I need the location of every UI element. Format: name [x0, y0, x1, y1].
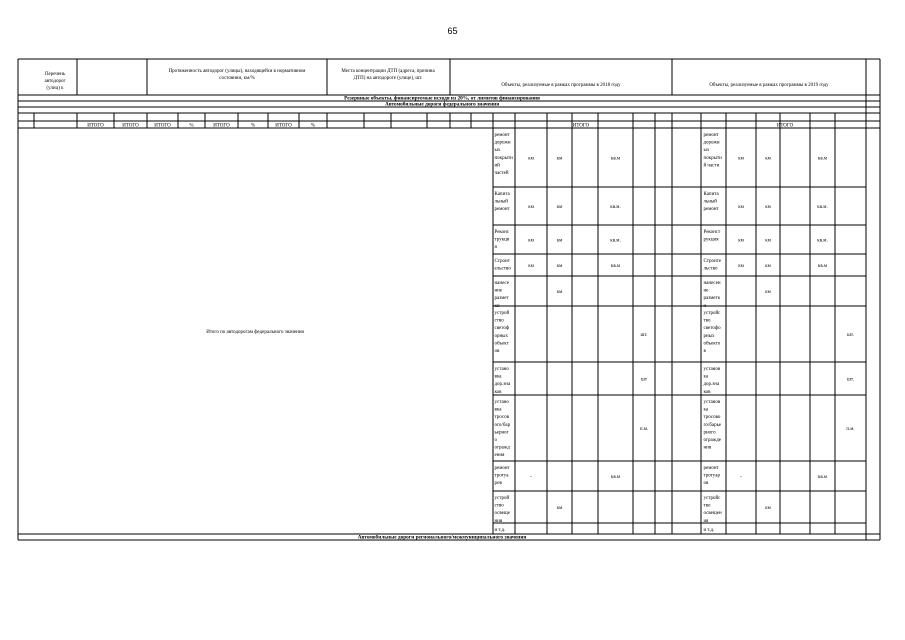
unit-2019: шт.	[847, 377, 854, 383]
work-name-2019: и	[703, 303, 707, 309]
unit-2018: км	[528, 263, 534, 269]
header-dtp-line1: Места концентрации ДТП (адреса, причина	[341, 69, 435, 74]
work-name-2019: ов	[703, 481, 709, 487]
unit-2018: км	[556, 505, 563, 511]
work-name-2018: Реконс	[494, 230, 510, 235]
work-name-2019: дорожн	[703, 140, 720, 146]
work-name-2019: ния	[703, 445, 712, 451]
work-name-2018: ки	[494, 303, 500, 309]
work-name-2018: Капита	[494, 192, 510, 197]
work-name-2019: объекто	[703, 341, 721, 347]
work-name-2018: вка	[494, 374, 502, 380]
work-name-2018: устано	[494, 400, 509, 405]
section-regional: Автомобильные дороги регионального/межмуниципального значения	[357, 534, 527, 541]
work-name-2019: ка	[703, 407, 709, 413]
subheader-total: ИТОГО	[275, 123, 292, 129]
work-name-2018: освеще	[494, 511, 510, 517]
work-name-2018: вка	[494, 407, 502, 413]
work-name-2019: огражде	[703, 438, 721, 443]
unit-2018: км	[528, 238, 534, 244]
unit-2019: кв.м.	[817, 238, 828, 244]
subheader-total: ИТОГО	[87, 123, 104, 129]
work-name-2019: устройс	[703, 311, 721, 316]
work-name-2019: покрыти	[703, 155, 722, 161]
section-reserve: Резервные объекты, финансируемые исходя из 20%, от лимитов финансирования	[344, 95, 540, 102]
work-name-2018: нанесе	[494, 281, 509, 286]
work-name-2019: го/барье	[703, 422, 722, 428]
work-name-2018: ремонт	[494, 133, 510, 138]
unit-2018: км	[556, 263, 563, 269]
header-length-line2: состоянии, км/%	[219, 76, 255, 81]
work-name-2018: о	[494, 438, 497, 443]
subheader-total: ИТОГО	[213, 123, 230, 129]
unit-2018: кв.м	[610, 474, 621, 480]
work-name-2018: ий	[494, 163, 500, 169]
work-name-2019: ие	[703, 288, 709, 294]
work-name-2018: дор.зна	[494, 382, 511, 388]
unit-2019: км	[738, 263, 744, 269]
work-name-2019: ремонт	[703, 133, 719, 138]
subheader-total: %	[310, 123, 316, 129]
work-name-2018: устрой	[494, 496, 510, 501]
unit-2018: шт.	[640, 332, 648, 338]
unit-2019: км	[765, 263, 771, 269]
work-name-2018: тротуа	[494, 473, 509, 479]
header-dtp-line2: ДТП) на автодороге (улице), шт.	[353, 76, 423, 81]
work-name-2019: тросово	[703, 415, 721, 421]
work-name-2018: ков	[494, 389, 502, 395]
work-name-2018: ов	[494, 349, 500, 354]
work-name-2019: рных	[703, 333, 715, 339]
work-name-2019: льный	[703, 199, 717, 205]
subheader-itogo-2019: ИТОГО	[776, 123, 794, 129]
work-name-2018: дорожн	[494, 140, 511, 146]
work-name-2019: нанесен	[703, 281, 721, 286]
work-name-2019: устройс	[703, 496, 721, 501]
work-name-2019: и т.д.	[703, 528, 715, 533]
header-objects-2019: Объекты, реализуемые в рамках программы в 2019 году	[709, 83, 829, 88]
work-name-2018: ство	[494, 503, 504, 509]
work-name-2018: покрыти	[494, 155, 513, 161]
unit-2018: км	[528, 156, 534, 162]
unit-2019: км	[765, 505, 771, 511]
work-name-2018: устрой	[494, 311, 510, 316]
work-name-2018: тросов	[494, 415, 509, 421]
work-name-2018: ения	[494, 453, 505, 459]
work-name-2019: в	[703, 349, 706, 354]
work-name-2018: трукци	[494, 237, 510, 243]
federal-total-label: Итого по автодорогам федерального значения	[206, 330, 304, 335]
unit-2018: км	[556, 204, 563, 210]
unit-2019: км	[765, 289, 771, 295]
work-name-2019: освещен	[703, 511, 722, 517]
unit-2019: км	[738, 238, 744, 244]
work-name-2018: орных	[494, 333, 509, 339]
work-name-2018: ство	[494, 318, 504, 324]
unit-2018: шт	[640, 377, 648, 383]
unit-2019: кв.м	[817, 156, 828, 162]
work-name-2018: ремонт	[494, 466, 510, 471]
unit-2018: км	[556, 289, 563, 295]
header-objects-2018: Объекты, реализуемые в рамках программы в 2018 году	[501, 83, 621, 88]
work-name-2018: и т.д.	[494, 528, 506, 533]
unit-2019: км	[765, 204, 771, 210]
work-name-2018: ьерног	[494, 430, 509, 436]
work-name-2018: размет	[494, 296, 509, 302]
header-list-line: Перечень	[44, 72, 66, 77]
work-name-2018: устано	[494, 367, 509, 372]
subheader-total: %	[189, 123, 194, 129]
work-name-2018: ых	[494, 148, 501, 154]
header-list-line: автодорог	[44, 79, 66, 84]
work-name-2019: светофо	[703, 326, 721, 332]
unit-2018: п.м.	[639, 426, 649, 432]
subheader-total: %	[250, 123, 256, 129]
table-grid	[18, 59, 880, 540]
subheader-total: ИТОГО	[122, 123, 139, 129]
work-name-2018: ров	[494, 481, 502, 487]
work-name-2018: Строит	[494, 259, 510, 264]
unit-2019: км	[765, 238, 771, 244]
work-name-2018: частей	[494, 171, 509, 176]
work-name-2019: Капита	[703, 192, 719, 197]
unit-2018: кв.м	[610, 263, 621, 269]
unit-2019: п.м.	[846, 426, 855, 432]
work-name-2019: льство	[703, 266, 718, 272]
page-number: 65	[447, 26, 458, 36]
work-name-2018: ния	[494, 518, 503, 524]
work-name-2019: Строите	[703, 259, 722, 264]
table-text	[44, 69, 854, 541]
unit-2018: кв.м.	[610, 204, 621, 210]
work-name-2019: й части	[703, 163, 720, 169]
unit-2018: кв.м.	[610, 238, 621, 244]
unit-2019: шт.	[847, 332, 854, 338]
work-name-2018: светоф	[494, 326, 510, 332]
unit-2018: -	[530, 474, 532, 480]
unit-2019: км	[765, 156, 771, 162]
work-name-2019: установ	[703, 400, 721, 405]
work-name-2018: огражд	[494, 445, 510, 451]
work-name-2019: ка	[703, 374, 709, 380]
work-name-2019: дор.зна	[703, 382, 720, 388]
work-name-2019: ых	[703, 148, 710, 154]
work-name-2019: тво	[703, 503, 711, 509]
work-name-2018: ние	[494, 288, 503, 294]
work-name-2019: ков	[703, 389, 711, 395]
work-name-2018: я	[494, 245, 497, 251]
work-name-2019: рукция	[703, 237, 719, 243]
work-name-2019: тротуар	[703, 473, 720, 479]
unit-2019: км	[738, 204, 744, 210]
work-name-2019: Реконст	[703, 230, 721, 235]
unit-2019: кв.м	[817, 474, 828, 480]
unit-2018: км	[556, 156, 563, 162]
header-list-line: (улиц) к	[46, 86, 64, 91]
unit-2019: км	[738, 156, 744, 162]
unit-2019: кв.м	[817, 263, 828, 269]
work-name-2019: разметк	[703, 296, 721, 302]
work-name-2018: ельство	[494, 266, 511, 272]
unit-2018: км	[556, 238, 563, 244]
section-federal: Автомобильные дороги федерального значения	[384, 101, 500, 108]
work-name-2018: ого/бар	[494, 422, 511, 428]
subheader-total: ИТОГО	[154, 123, 171, 129]
unit-2018: кв.м	[610, 156, 621, 162]
work-name-2019: тво	[703, 318, 711, 324]
work-name-2019: ия	[703, 518, 709, 524]
work-name-2019: рного	[703, 430, 716, 436]
unit-2019: -	[740, 474, 742, 480]
work-name-2019: ремонт	[703, 207, 719, 213]
unit-2018: км	[528, 204, 534, 210]
work-name-2019: установ	[703, 367, 721, 372]
unit-2019: кв.м.	[817, 204, 828, 210]
work-name-2018: льный	[494, 199, 508, 205]
subheader-itogo-2018: ИТОГО	[572, 123, 590, 129]
header-length-line1: Протяженность автодорог (улицы), находящейся в нормативном	[168, 69, 306, 74]
work-name-2019: ремонт	[703, 466, 719, 471]
work-name-2018: ремонт	[494, 207, 510, 213]
work-name-2018: объект	[494, 341, 509, 347]
